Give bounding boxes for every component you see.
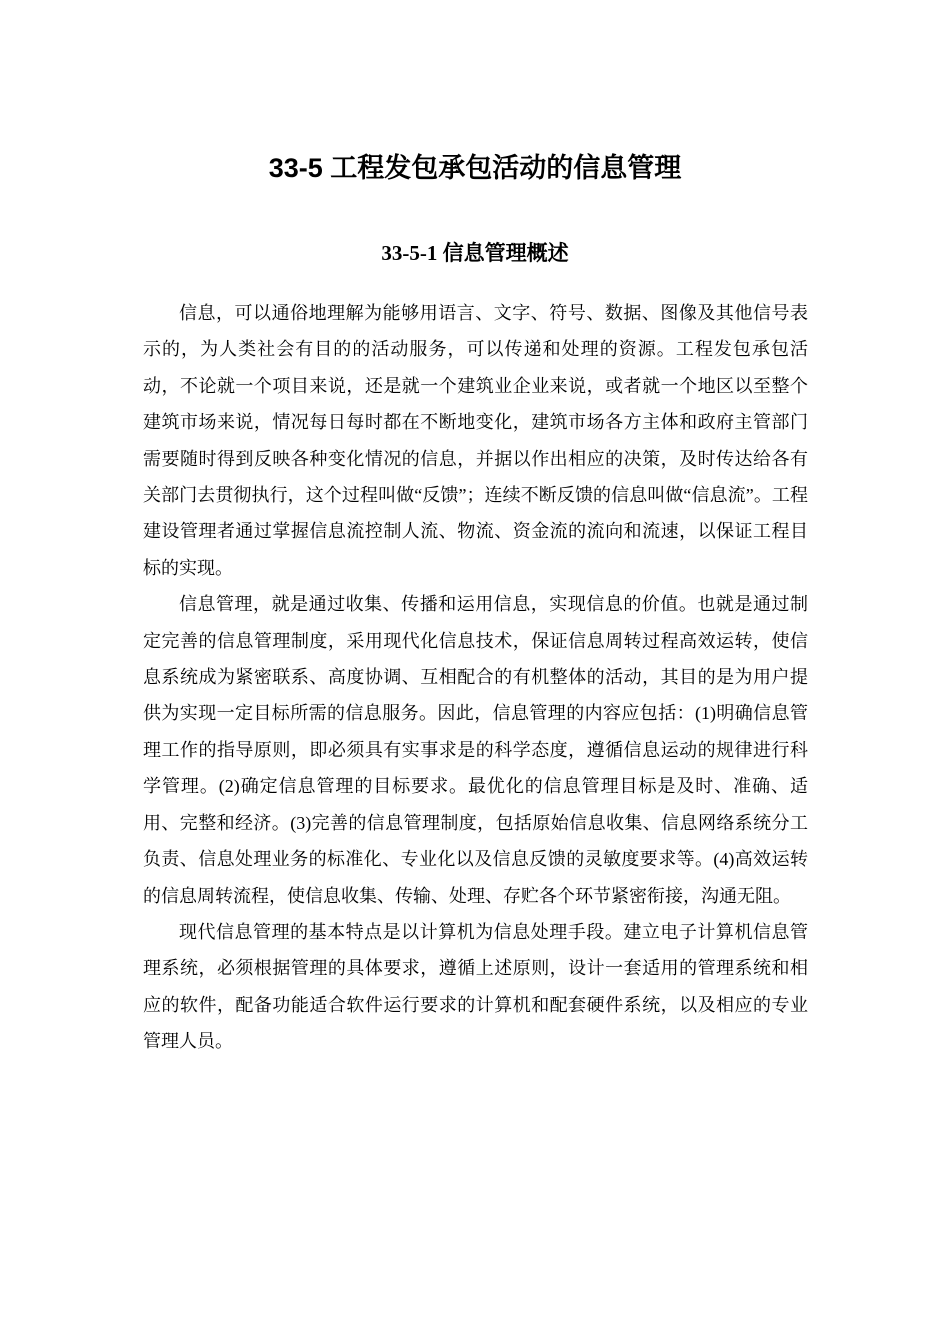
- body-text: [143, 295, 808, 1060]
- document-title: 33-5 工程发包承包活动的信息管理: [268, 153, 682, 183]
- paragraph-1: 信息，可以通俗地理解为能够用语言、文字、符号、数据、图像及其他信号表示的，为人类社会有目的的活动服务，可以传递和处理的资源。工程发包承包活动，不论就一个项目来说，还是就一个建筑业企业来说，或者就一个地区以至整个建筑市场来说，情况每日每时都在不断地变化，建筑市场各方主体和政府主管部门需要随时得到反映各种变化情况的信息，并据以作出相应的决策，及时传达给各有关部门去贯彻执行，这个过程叫做“反馈”；连续不断反馈的信息叫做“信息流”。工程建设管理者通过掌握信息流控制人流、物流、资金流的流向和流速，以保证工程目标的实现。: [143, 303, 808, 578]
- paragraph-3: 现代信息管理的基本特点是以计算机为信息处理手段。建立电子计算机信息管理系统，必须根据管理的具体要求，遵循上述原则，设计一套适用的管理系统和相应的软件，配备功能适合软件运行要求的计算机和配套硬件系统，以及相应的专业管理人员。: [143, 921, 808, 1052]
- section-title: 33-5-1 信息管理概述: [381, 241, 569, 265]
- paragraph-2: 信息管理，就是通过收集、传播和运用信息，实现信息的价值。也就是通过制定完善的信息管理制度，采用现代化信息技术，保证信息周转过程高效运转，使信息系统成为紧密联系、高度协调、互相配合的有机整体的活动，其目的是为用户提供为实现一定目标所需的信息服务。因此，信息管理的内容应包括：(1)明确信息管理工作的指导原则，即必须具有实事求是的科学态度，遵循信息运动的规律进行科学管理。(2)确定信息管理的目标要求。最优化的信息管理目标是及时、准确、适用、完整和经济。(3)完善的信息管理制度，包括原始信息收集、信息网络系统分工负责、信息处理业务的标准化、专业化以及信息反馈的灵敏度要求等。(4)高效运转的信息周转流程，使信息收集、传输、处理、存贮各个环节紧密衔接，沟通无阻。: [143, 594, 808, 906]
